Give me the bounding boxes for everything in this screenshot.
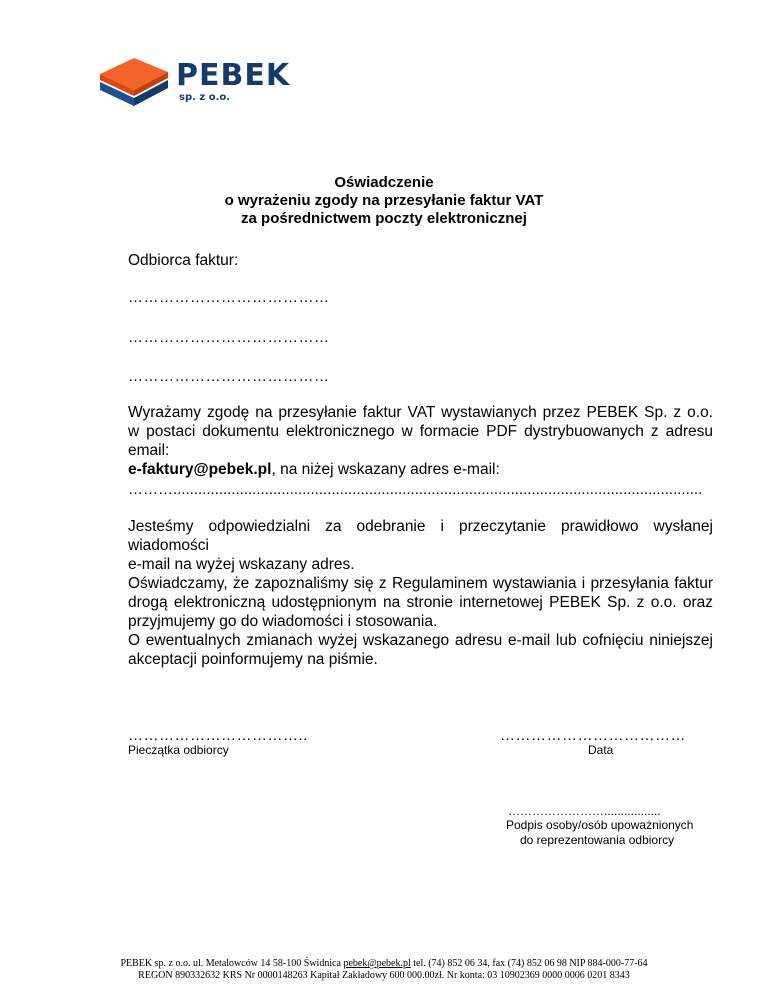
resp-line-1: Jesteśmy odpowiedzialni za odebranie i przeczytanie prawidłowo wysłanej wiadomości [128,518,713,554]
sender-email: e-faktury@pebek.pl [128,461,272,478]
date-label: Data [588,743,614,757]
resp-line-7: akceptacji poinformujemy na piśmie. [128,651,378,668]
recipient-field-1[interactable]: ………………………………… [128,289,330,306]
consent-line-2: w postaci dokumentu elektronicznego w formacie PDF dystrybuowanych z adresu email: [128,423,713,459]
stamp-label: Pieczątka odbiorcy [128,743,229,757]
logo-cube-icon [98,52,170,110]
footer-line-2: REGON 890332632 KRS Nr 0000148263 Kapitał Zakładowy 600 000.00zł. Nr konta: 03 10902369 0000 0006 0201 8343 [138,970,630,981]
signature-label-1: Podpis osoby/osób upoważnionych [506,818,694,832]
logo-subtitle: sp. z o.o. [179,92,231,103]
logo-wordmark: PEBEK [176,58,291,93]
resp-line-3: Oświadczamy, że zapoznaliśmy się z Regulaminem wystawiania i przesyłania faktur [128,575,713,592]
stamp-field[interactable]: …………………………….. [128,727,308,744]
consent-line-3-rest: , na niżej wskazany adres e-mail: [271,461,500,478]
recipient-field-2[interactable]: ………………………………… [128,329,330,346]
company-logo [98,52,328,112]
footer-address: PEBEK sp. z o.o. ul. Metalowców 14 58-100 Świdnica [120,958,344,969]
footer-contact: tel. (74) 852 06 34, fax (74) 852 06 98 NIP 884-000-77-64 [410,958,648,969]
signature-field[interactable]: ……………………................. [508,804,661,818]
footer-email-link[interactable]: pebek@pebek.pl [343,958,411,969]
recipient-label: Odbiorca faktur: [128,252,239,269]
footer-line-1 [0,958,768,970]
resp-line-4: drogą elektroniczną udostępnionym na stronie internetowej PEBEK Sp. z o.o. oraz [128,594,713,611]
consent-line-1: Wyrażamy zgodę na przesyłanie faktur VAT wystawianych przez PEBEK Sp. z o.o. [128,404,713,421]
recipient-field-3[interactable]: ………………………………… [128,368,330,385]
consent-line-3 [128,460,713,479]
title-line-1: Oświadczenie [334,174,434,191]
document-title [0,174,768,228]
resp-line-6: O ewentualnych zmianach wyżej wskazanego adresu e-mail lub cofnięciu niniejszej [128,632,713,649]
resp-line-2: e-mail na wyżej wskazany adres. [128,556,355,573]
consent-paragraph [128,403,713,479]
responsibility-paragraph [128,517,713,669]
resp-line-5: przyjmujemy go do wiadomości i stosowania. [128,613,438,630]
signature-label-2: do reprezentowania odbiorcy [520,833,675,847]
footer [0,958,768,982]
date-field[interactable]: ……………………………… [500,727,686,744]
title-line-2: o wyrażeniu zgody na przesyłanie faktur VAT [224,192,544,209]
email-address-field[interactable]: ………............................................................................................................................... [128,481,703,498]
title-line-3: za pośrednictwem poczty elektronicznej [241,210,527,227]
